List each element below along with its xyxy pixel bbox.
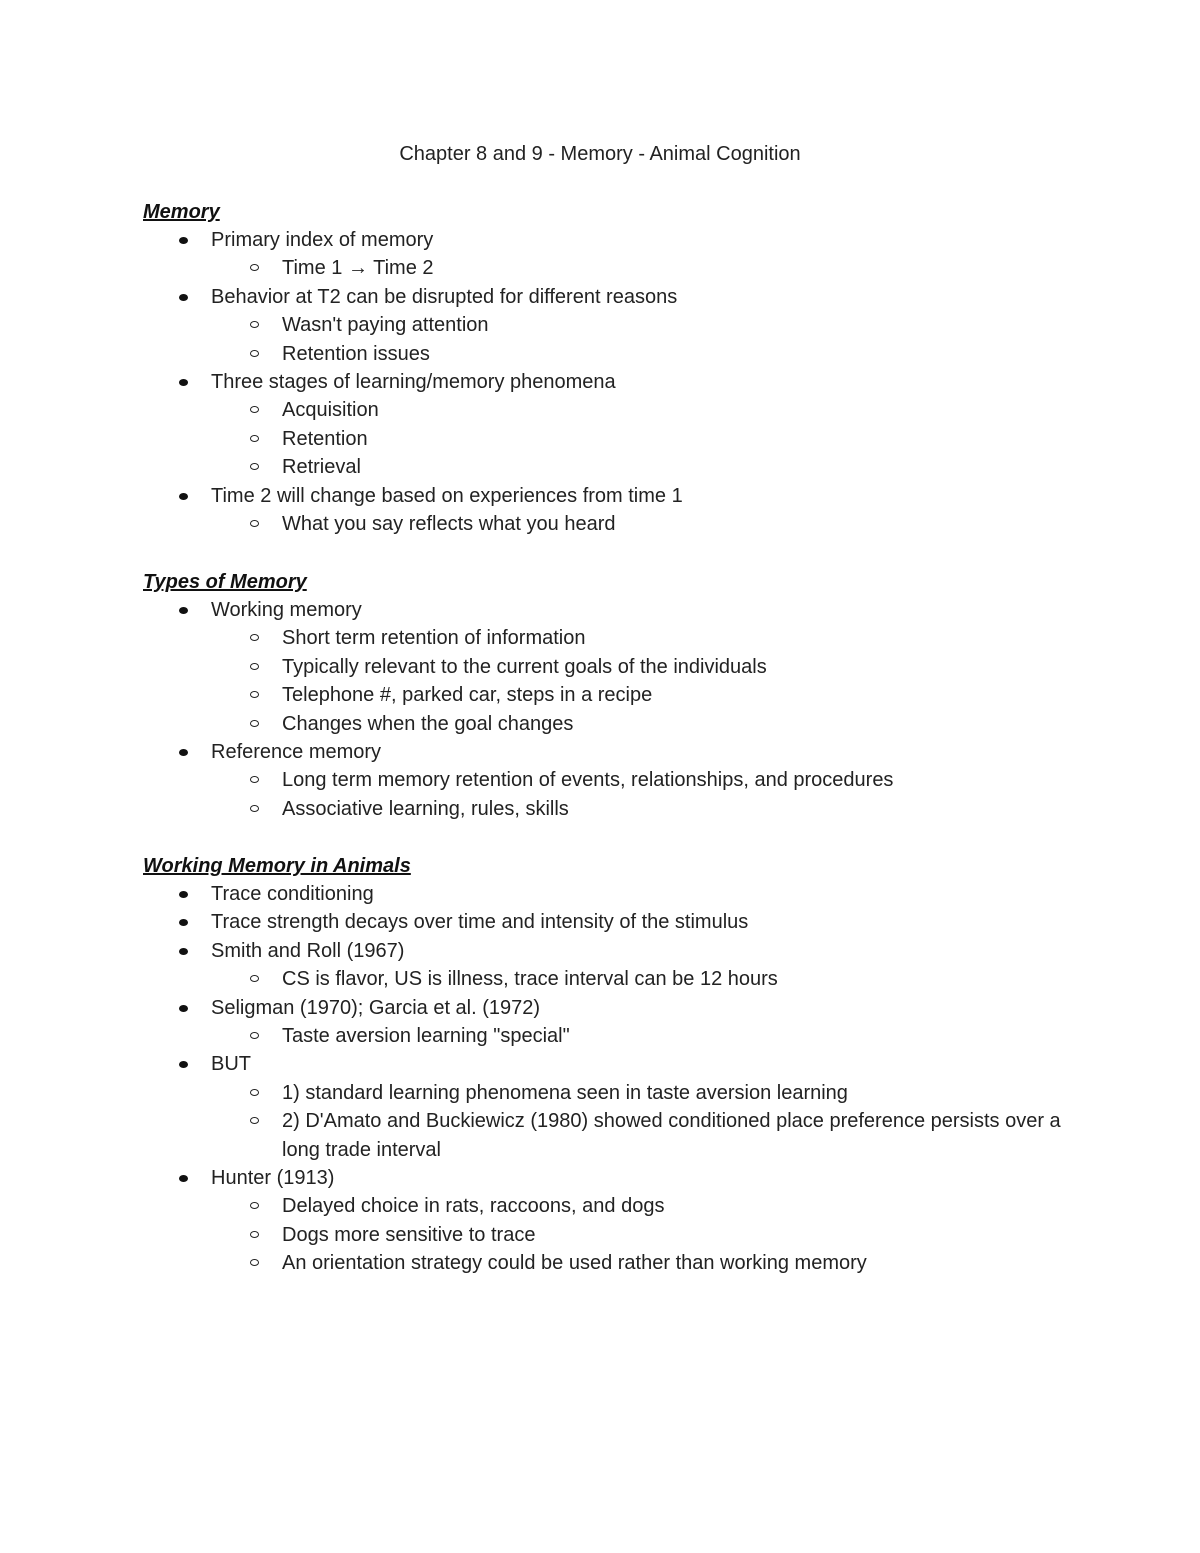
sub-list-item bbox=[143, 453, 1103, 481]
sub-list bbox=[143, 965, 1103, 993]
section-heading: Working Memory in Animals bbox=[143, 855, 411, 877]
sub-list-item bbox=[143, 1079, 1103, 1107]
sub-list-item bbox=[143, 624, 1103, 652]
list-item bbox=[143, 880, 1103, 908]
bullet-icon bbox=[179, 237, 188, 244]
list-item bbox=[143, 482, 1103, 539]
list-item-text: Primary index of memory bbox=[211, 229, 434, 251]
bullet-icon bbox=[179, 294, 188, 301]
sub-list-item bbox=[143, 396, 1103, 424]
sub-list bbox=[143, 311, 1103, 368]
circle-bullet-icon bbox=[250, 1202, 259, 1209]
bullet-list bbox=[143, 880, 1103, 1278]
sub-list bbox=[143, 1022, 1103, 1050]
sub-list-item bbox=[143, 710, 1103, 738]
circle-bullet-icon bbox=[250, 350, 259, 357]
sub-item-text: An orientation strategy could be used rather than working memory bbox=[282, 1252, 867, 1275]
list-item-text: Time 2 will change based on experiences from time 1 bbox=[211, 484, 683, 507]
circle-bullet-icon bbox=[250, 1032, 259, 1039]
sub-list-item bbox=[143, 965, 1103, 993]
sub-item-text: Time 1 → Time 2 bbox=[282, 257, 434, 280]
sub-list-item bbox=[143, 254, 1103, 282]
section-memory bbox=[143, 198, 1103, 538]
bullet-icon bbox=[179, 948, 188, 955]
list-item bbox=[143, 1164, 1103, 1278]
sub-list bbox=[143, 766, 1103, 823]
sub-item-text: 2) D'Amato and Buckiewicz (1980) showed conditioned place preference persists over a long trade interval bbox=[282, 1110, 1061, 1161]
sub-item-text: Dogs more sensitive to trace bbox=[282, 1223, 536, 1246]
list-item-text: Trace conditioning bbox=[211, 883, 374, 905]
sub-item-text: Retention issues bbox=[282, 342, 430, 365]
sub-item-text: Associative learning, rules, skills bbox=[282, 797, 569, 820]
sub-list-item bbox=[143, 1107, 1103, 1164]
circle-bullet-icon bbox=[250, 634, 259, 641]
sub-list-item bbox=[143, 311, 1103, 339]
section-heading: Types of Memory bbox=[143, 571, 307, 593]
list-item-text: BUT bbox=[211, 1053, 251, 1076]
circle-bullet-icon bbox=[250, 1231, 259, 1238]
sub-list bbox=[143, 396, 1103, 481]
list-item-text: Three stages of learning/memory phenomena bbox=[211, 371, 616, 394]
bullet-icon bbox=[179, 1175, 188, 1182]
circle-bullet-icon bbox=[250, 406, 259, 413]
circle-bullet-icon bbox=[250, 1089, 259, 1096]
sub-item-text: Long term memory retention of events, relationships, and procedures bbox=[282, 769, 894, 792]
sub-item-text: Retrieval bbox=[282, 456, 361, 479]
sub-list-item bbox=[143, 425, 1103, 453]
section-heading: Memory bbox=[143, 201, 220, 223]
sub-list-item bbox=[143, 1249, 1103, 1277]
circle-bullet-icon bbox=[250, 663, 259, 670]
circle-bullet-icon bbox=[250, 776, 259, 783]
list-item bbox=[143, 226, 1103, 283]
bullet-list bbox=[143, 226, 1103, 538]
bullet-icon bbox=[179, 749, 188, 756]
bullet-icon bbox=[179, 1061, 188, 1068]
bullet-icon bbox=[179, 493, 188, 500]
list-item bbox=[143, 596, 1103, 738]
bullet-icon bbox=[179, 891, 188, 898]
sub-item-text: What you say reflects what you heard bbox=[282, 513, 616, 536]
sub-list bbox=[143, 510, 1103, 538]
sub-list bbox=[143, 624, 1103, 738]
list-item bbox=[143, 908, 1103, 936]
list-item-text: Trace strength decays over time and intensity of the stimulus bbox=[211, 911, 749, 934]
circle-bullet-icon bbox=[250, 720, 259, 727]
circle-bullet-icon bbox=[250, 463, 259, 470]
sub-item-text: Acquisition bbox=[282, 399, 379, 422]
list-item-text: Behavior at T2 can be disrupted for different reasons bbox=[211, 285, 678, 308]
list-item bbox=[143, 368, 1103, 482]
bullet-icon bbox=[179, 607, 188, 614]
sub-list-item bbox=[143, 795, 1103, 823]
sub-list-item bbox=[143, 510, 1103, 538]
sub-list bbox=[143, 254, 1103, 282]
sub-item-text: Retention bbox=[282, 427, 368, 450]
sub-list-item bbox=[143, 1221, 1103, 1249]
sub-item-text: Telephone #, parked car, steps in a recipe bbox=[282, 684, 653, 707]
bullet-icon bbox=[179, 379, 188, 386]
sub-item-text: Taste aversion learning "special" bbox=[282, 1025, 570, 1048]
sub-list-item bbox=[143, 1022, 1103, 1050]
list-item-text: Smith and Roll (1967) bbox=[211, 939, 405, 962]
sub-item-text: Wasn't paying attention bbox=[282, 314, 489, 337]
list-item bbox=[143, 283, 1103, 368]
sub-item-text: 1) standard learning phenomena seen in taste aversion learning bbox=[282, 1081, 848, 1104]
circle-bullet-icon bbox=[250, 805, 259, 812]
list-item-text: Hunter (1913) bbox=[211, 1167, 335, 1190]
sub-list-item bbox=[143, 766, 1103, 794]
circle-bullet-icon bbox=[250, 321, 259, 328]
bullet-icon bbox=[179, 919, 188, 926]
sub-list-item bbox=[143, 1192, 1103, 1220]
circle-bullet-icon bbox=[250, 1117, 259, 1124]
bullet-icon bbox=[179, 1005, 188, 1012]
bullet-list bbox=[143, 596, 1103, 823]
circle-bullet-icon bbox=[250, 975, 259, 982]
circle-bullet-icon bbox=[250, 264, 259, 271]
circle-bullet-icon bbox=[250, 520, 259, 527]
circle-bullet-icon bbox=[250, 1259, 259, 1266]
sub-list-item bbox=[143, 653, 1103, 681]
page-title: Chapter 8 and 9 - Memory - Animal Cognition bbox=[399, 143, 801, 165]
sub-item-text: Delayed choice in rats, raccoons, and dogs bbox=[282, 1195, 665, 1218]
sub-item-text: Short term retention of information bbox=[282, 627, 586, 650]
sub-list-item bbox=[143, 340, 1103, 368]
list-item-text: Reference memory bbox=[211, 741, 382, 764]
list-item bbox=[143, 937, 1103, 994]
section-types-of-memory bbox=[143, 568, 1103, 823]
sub-list-item bbox=[143, 681, 1103, 709]
section-working-memory-in-animals bbox=[143, 852, 1103, 1278]
sub-item-text: Changes when the goal changes bbox=[282, 712, 574, 735]
sub-list bbox=[143, 1192, 1103, 1277]
circle-bullet-icon bbox=[250, 691, 259, 698]
sub-item-text: Typically relevant to the current goals of the individuals bbox=[282, 655, 767, 678]
list-item bbox=[143, 994, 1103, 1051]
list-item-text: Seligman (1970); Garcia et al. (1972) bbox=[211, 996, 541, 1019]
list-item-text: Working memory bbox=[211, 599, 362, 621]
list-item bbox=[143, 738, 1103, 823]
circle-bullet-icon bbox=[250, 435, 259, 442]
sub-item-text: CS is flavor, US is illness, trace interval can be 12 hours bbox=[282, 968, 778, 991]
list-item bbox=[143, 1050, 1103, 1164]
sub-list bbox=[143, 1079, 1103, 1164]
